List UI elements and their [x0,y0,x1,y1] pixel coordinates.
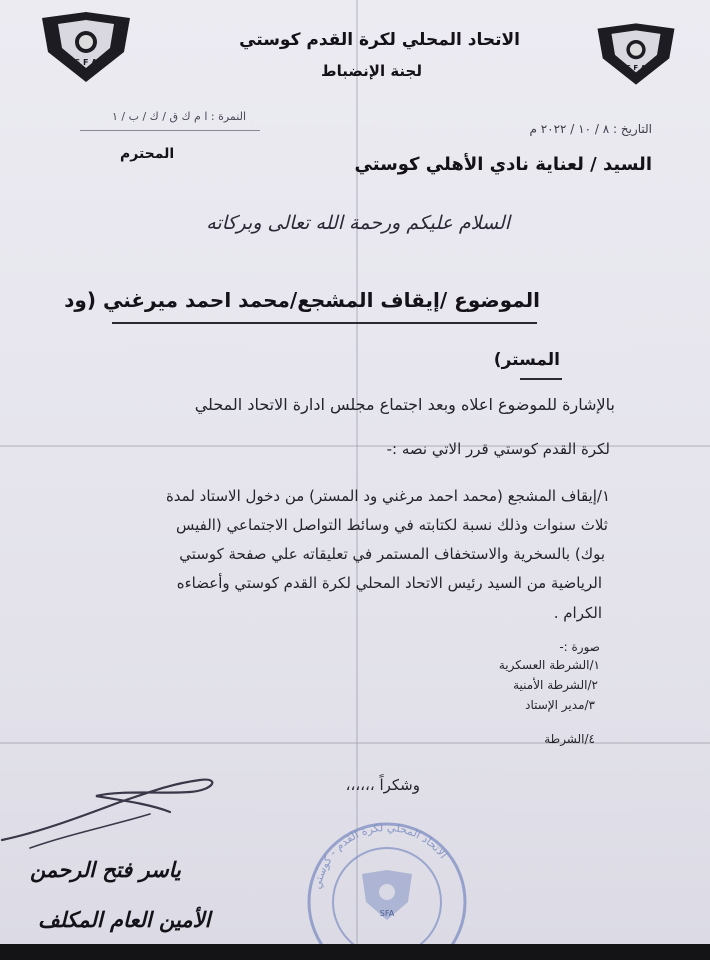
greeting: السلام عليكم ورحمة الله تعالى وبركاته [206,212,510,234]
subject-underline [112,322,537,324]
body-intro-2: لكرة القدم كوستي قرر الاتي نصه :- [386,440,610,458]
letter-date: التاريخ : ٨ / ١٠ / ٢٠٢٢ م [529,122,652,136]
signatory-title: الأمين العام المكلف [38,908,211,932]
svg-text:S F A: S F A [625,63,647,72]
sfa-logo-right [594,18,678,90]
reference-number: النمرة : ا م ك ق / ك / ب / ١ [112,110,247,123]
copies-item: ٤/الشرطة [544,732,595,746]
signatory-name: ياسر فتح الرحمن [30,858,181,882]
svg-text:الاتحاد المحلي لكرة القدم - كو: الاتحاد المحلي لكرة القدم - كوستي [310,820,450,891]
copies-item: ٣/مدير الإستاد [525,698,595,712]
decision-line-3: بوك) بالسخرية والاستخفاف المستمر في تعليقاته علي صفحة كوستي [179,545,605,563]
subject-line-2: المستر) [493,350,560,370]
copies-label: صورة :- [559,640,600,654]
fold-crease [356,0,358,944]
org-name: الاتحاد المحلي لكرة القدم كوستي [239,30,520,50]
fold-crease [0,742,710,744]
handwritten-signature [0,762,230,852]
committee-name: لجنة الإنضباط [321,62,422,80]
sfa-logo-left [38,8,134,86]
closing-thanks: وشكراً ،،،،،، [345,776,420,794]
recipient-honorific: المحترم [120,146,175,162]
recipient-line: السيد / لعناية نادي الأهلي كوستي [354,154,652,175]
body-intro-1: بالإشارة للموضوع اعلاه وبعد اجتماع مجلس ادارة الاتحاد المحلي [194,395,615,414]
decision-line-1: ١/إيقاف المشجع (محمد احمد مرغني ود المستر) من دخول الاستاد لمدة [165,487,610,505]
decision-line-2: ثلاث سنوات وذلك نسبة لكتابته في وسائط التواصل الاجتماعي (الفيس [175,516,608,534]
decision-line-5: الكرام . [553,604,602,622]
decision-line-4: الرياضية من السيد رئيس الاتحاد المحلي لكرة القدم كوستي وأعضاءه [176,574,602,592]
subject-line-1: الموضوع /إيقاف المشجع/محمد احمد ميرغني (ود [64,288,540,312]
subject-underline-2 [520,378,562,380]
copies-item: ٢/الشرطة الأمنية [513,678,598,692]
copies-item: ١/الشرطة العسكرية [498,658,600,672]
official-stamp [298,818,476,944]
svg-text:SFA: SFA [379,909,395,918]
photo-bottom-edge [0,944,710,960]
svg-text:S F A: S F A [74,58,98,67]
header-rule [80,130,260,131]
